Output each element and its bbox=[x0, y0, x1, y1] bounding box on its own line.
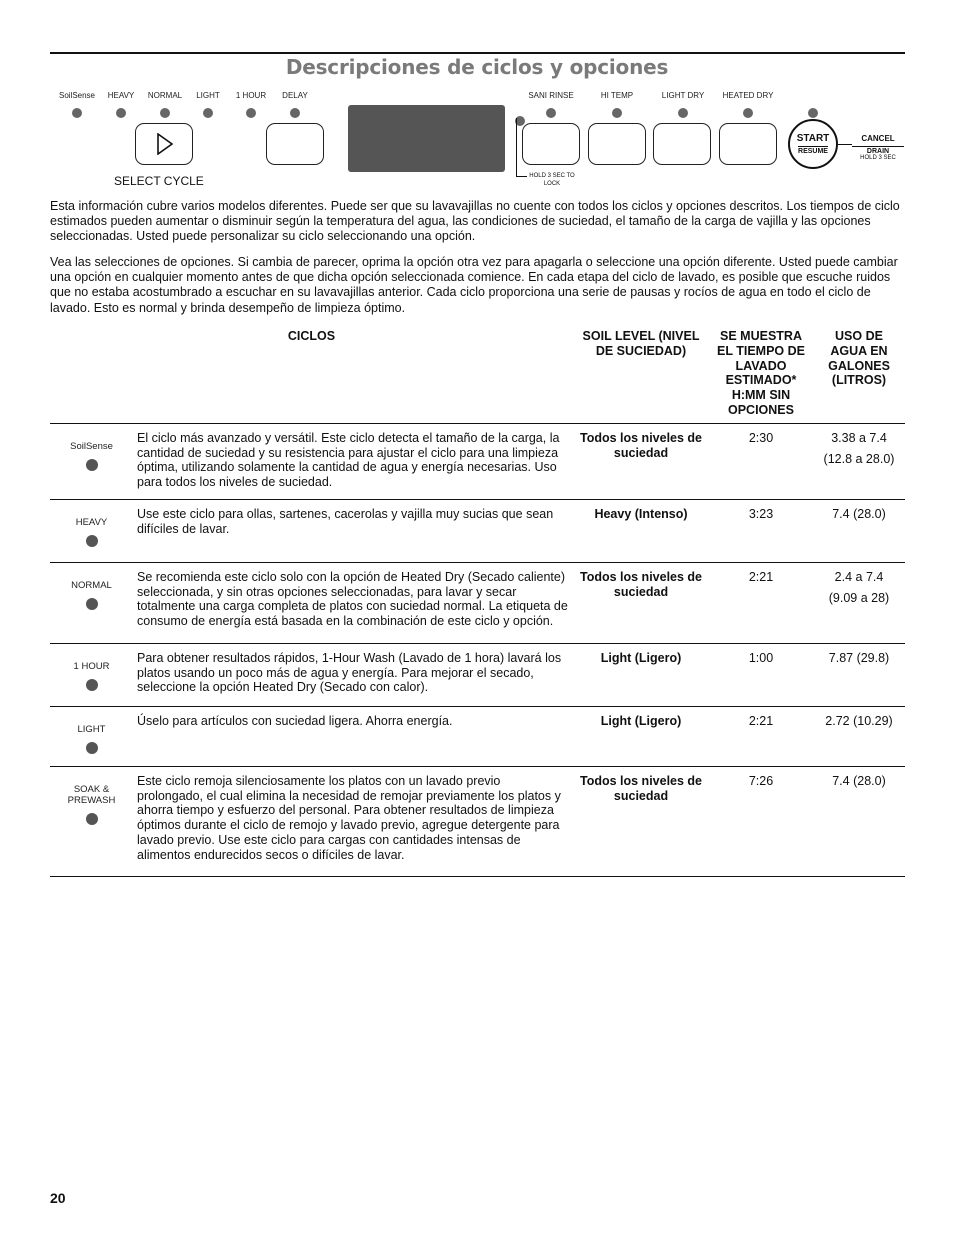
control-panel-illustration bbox=[0, 88, 954, 193]
led-heated-dry bbox=[743, 108, 753, 118]
header-cycles: CICLOS bbox=[287, 329, 336, 343]
panel-label-soilsense: SoilSense bbox=[58, 91, 96, 100]
table-row bbox=[50, 499, 905, 562]
led-light bbox=[203, 108, 213, 118]
panel-label-delay: DELAY bbox=[282, 91, 308, 100]
panel-label-sani-rinse: SANI RINSE bbox=[528, 91, 574, 100]
display-window bbox=[348, 105, 505, 172]
cycle-description: Úselo para artículos con suciedad ligera. Ahorra energía. bbox=[137, 713, 453, 728]
hold-to-lock-note: HOLD 3 SEC TO LOCK bbox=[529, 173, 575, 187]
cycle-water bbox=[813, 499, 905, 562]
top-rule bbox=[50, 52, 905, 54]
header-estimated-time: SE MUESTRA EL TIEMPO DE LAVADO ESTIMADO* H:MM SIN OPCIONES bbox=[717, 329, 805, 417]
cycle-soil-level: Todos los niveles de suciedad bbox=[579, 569, 703, 599]
light-dry-button bbox=[653, 123, 711, 165]
panel-label-light-dry: LIGHT DRY bbox=[661, 91, 705, 100]
cycle-name: NORMAL bbox=[71, 579, 112, 591]
cycle-icon-cell bbox=[50, 766, 133, 876]
panel-label-heated-dry: HEATED DRY bbox=[722, 91, 774, 100]
cycle-time: 3:23 bbox=[748, 506, 774, 521]
cycle-soil-level: Heavy (Intenso) bbox=[594, 506, 688, 521]
cycle-led-icon bbox=[86, 598, 98, 610]
led-heavy bbox=[116, 108, 126, 118]
cycle-time: 2:30 bbox=[748, 430, 774, 445]
hold-3-sec-label: HOLD 3 SEC bbox=[860, 155, 896, 161]
cycle-icon-cell bbox=[50, 423, 133, 499]
cycle-name: 1 HOUR bbox=[73, 660, 110, 672]
panel-label-normal: NORMAL bbox=[147, 91, 183, 100]
led-sani-rinse bbox=[546, 108, 556, 118]
table-row bbox=[50, 562, 905, 643]
table-header-row bbox=[50, 329, 905, 423]
led-delay bbox=[290, 108, 300, 118]
start-resume-button bbox=[788, 119, 838, 169]
cycle-name: HEAVY bbox=[75, 516, 108, 528]
led-1hour bbox=[246, 108, 256, 118]
page-number: 20 bbox=[50, 1190, 66, 1206]
cycle-soil-level: Todos los niveles de suciedad bbox=[579, 430, 703, 460]
led-hi-temp bbox=[612, 108, 622, 118]
panel-label-hi-temp: HI TEMP bbox=[600, 91, 634, 100]
cycle-time: 2:21 bbox=[748, 713, 774, 728]
cycle-led-icon bbox=[86, 813, 98, 825]
cycle-name: LIGHT bbox=[77, 723, 106, 735]
intro-paragraph-1: Esta información cubre varios modelos diferentes. Puede ser que su lavavajillas no cuente con todos los ciclos y opciones descritos. Los tiempos de ciclo estimados pueden aumentar o disminuir según la temperatura del agua, las condiciones de suciedad, el tamaño de la carga de vajilla y las opciones seleccionadas. Usted puede personalizar su ciclo seleccionando una opción. bbox=[50, 199, 900, 244]
heated-dry-button bbox=[719, 123, 777, 165]
cycle-led-icon bbox=[86, 742, 98, 754]
start-label: START bbox=[796, 133, 830, 144]
header-soil-level: SOIL LEVEL (NIVEL DE SUCIEDAD) bbox=[582, 329, 700, 358]
sani-rinse-button bbox=[522, 123, 580, 165]
cycle-time: 7:26 bbox=[748, 773, 774, 788]
cycle-water bbox=[813, 706, 905, 766]
cycle-icon-cell bbox=[50, 706, 133, 766]
cycle-name: SOAK & PREWASH bbox=[67, 783, 116, 806]
cycle-time: 1:00 bbox=[748, 650, 774, 665]
intro-paragraph-2: Vea las selecciones de opciones. Si cambia de parecer, oprima la opción otra vez para apagarla o seleccione una opción diferente. Usted puede cambiar una opción en cualquier momento antes de que dicha opción seleccionada comience. En cada etapa del ciclo de lavado, es posible que escuche ruidos que no estaba acostumbrado a escuchar en su lavavajillas anterior. Cada ciclo proporciona una serie de pausas y rocíos de agua en todo el ciclo de lavado. Esto es normal y brinda desempeño de limpieza óptimo. bbox=[50, 255, 898, 315]
table-row bbox=[50, 643, 905, 706]
cycle-icon-cell bbox=[50, 643, 133, 706]
panel-label-light: LIGHT bbox=[196, 91, 220, 100]
select-cycle-label: SELECT CYCLE bbox=[114, 174, 204, 188]
cycle-description: Para obtener resultados rápidos, 1-Hour Wash (Lavado de 1 hora) lavará los platos usando un poco más de agua y energía. Para mejorar el secado, seleccione la opción Heated Dry (Secado con calor). bbox=[137, 650, 562, 695]
led-light-dry bbox=[678, 108, 688, 118]
cycle-water bbox=[813, 643, 905, 706]
cancel-label: CANCEL bbox=[861, 134, 895, 143]
cycle-time: 2:21 bbox=[748, 569, 774, 584]
cycle-water bbox=[813, 562, 905, 643]
water-gallons: 3.38 a 7.4 bbox=[831, 430, 887, 445]
water-gallons: 2.72 (10.29) bbox=[825, 713, 893, 728]
cancel-connector bbox=[838, 144, 852, 145]
cycle-description: El ciclo más avanzado y versátil. Este ciclo detecta el tamaño de la carga, la cantidad de suciedad y su resistencia para ajustar el ciclo para una limpieza óptima, utilizando solamente la cantidad de agua y energía necesarias. Uso para todos los niveles de suciedad. bbox=[137, 430, 560, 490]
led-soilsense bbox=[72, 108, 82, 118]
led-normal bbox=[160, 108, 170, 118]
table-row bbox=[50, 766, 905, 876]
cycle-water bbox=[813, 423, 905, 499]
resume-label: RESUME bbox=[798, 148, 828, 155]
water-gallons: 7.4 (28.0) bbox=[832, 773, 886, 788]
cycle-description: Use este ciclo para ollas, sartenes, cacerolas y vajilla muy sucias que sean difíciles de lavar. bbox=[137, 506, 554, 536]
cycle-description: Este ciclo remoja silenciosamente los platos con un lavado previo prolongado, el cual elimina la necesidad de remojar previamente los platos y ahorra tiempo y esfuerzo del personal. Para obtener resultados de limpieza óptimos durante el ciclo de remojo y lavado previo, agregue detergente para lavado previo. Use este ciclo para cargas con cantidades intensas de alimentos endurecidos secos o difíciles de lavar. bbox=[137, 773, 561, 862]
hi-temp-button bbox=[588, 123, 646, 165]
table-row bbox=[50, 706, 905, 766]
water-liters: (9.09 a 28) bbox=[828, 590, 890, 605]
page-title: Descripciones de ciclos y opciones bbox=[285, 55, 669, 79]
cycle-soil-level: Todos los niveles de suciedad bbox=[579, 773, 703, 803]
water-gallons: 7.87 (29.8) bbox=[828, 650, 890, 665]
water-liters: (12.8 a 28.0) bbox=[823, 451, 895, 466]
cycle-icon-cell bbox=[50, 499, 133, 562]
cycle-led-icon bbox=[86, 679, 98, 691]
header-water-use: USO DE AGUA EN GALONES (LITROS) bbox=[828, 329, 890, 388]
delay-button bbox=[266, 123, 324, 165]
panel-label-heavy: HEAVY bbox=[107, 91, 135, 100]
cycle-led-icon bbox=[86, 459, 98, 471]
cycle-water bbox=[813, 766, 905, 876]
cycle-soil-level: Light (Ligero) bbox=[600, 713, 682, 728]
cycle-icon-cell bbox=[50, 562, 133, 643]
panel-label-1hour: 1 HOUR bbox=[235, 91, 267, 100]
water-gallons: 7.4 (28.0) bbox=[832, 506, 886, 521]
table-row bbox=[50, 423, 905, 499]
cycle-soil-level: Light (Ligero) bbox=[600, 650, 682, 665]
cycle-name: SoilSense bbox=[70, 440, 113, 452]
led-start bbox=[808, 108, 818, 118]
cycle-description: Se recomienda este ciclo solo con la opción de Heated Dry (Secado caliente) seleccionada, y sin otras opciones seleccionadas, para lavar y secar totalmente una carga completa de platos con suciedad normal. La etiqueta de consumo de energía está basada en la combinación de este ciclo y opción. bbox=[137, 569, 568, 629]
select-cycle-button bbox=[135, 123, 193, 165]
cycle-led-icon bbox=[86, 535, 98, 547]
cycles-table bbox=[50, 329, 905, 877]
play-icon bbox=[156, 133, 174, 155]
water-gallons: 2.4 a 7.4 bbox=[834, 569, 884, 584]
drain-label: DRAIN bbox=[852, 146, 904, 155]
